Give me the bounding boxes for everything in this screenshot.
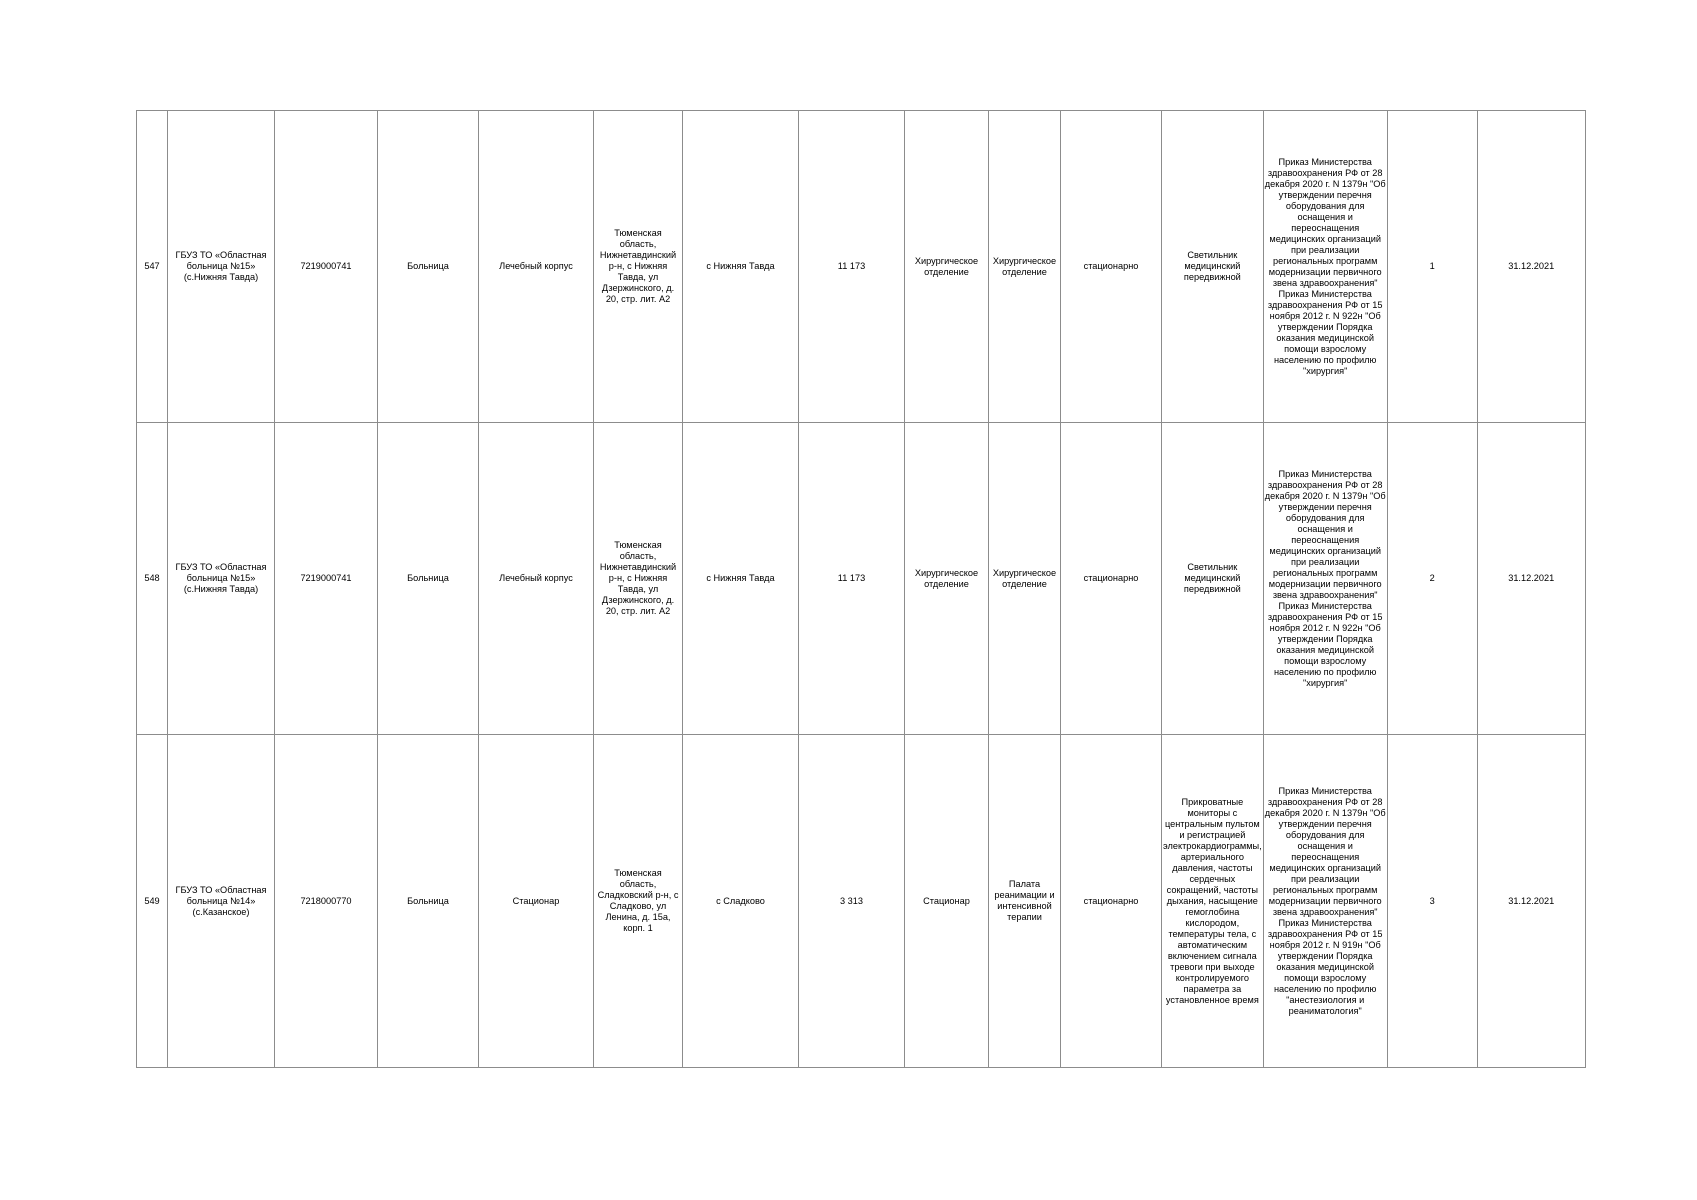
cell-population: 11 173 [799,423,905,735]
cell-number: 549 [137,735,168,1068]
cell-unit: Хирургическое отделение [989,111,1061,423]
cell-quantity: 2 [1387,423,1477,735]
cell-locality: с Сладково [683,735,799,1068]
cell-quantity: 3 [1387,735,1477,1068]
cell-facility-type: Больница [378,423,479,735]
cell-number: 548 [137,423,168,735]
cell-inn: 7219000741 [275,423,378,735]
table-row [137,735,1586,1068]
cell-inn: 7218000770 [275,735,378,1068]
cell-facility-type: Больница [378,735,479,1068]
cell-quantity: 1 [1387,111,1477,423]
cell-department: Стационар [905,735,989,1068]
table-row [137,111,1586,423]
cell-legal-basis: Приказ Министерства здравоохранения РФ от 28 декабря 2020 г. N 1379н "Об утверждении перечня оборудования для оснащения и переоснащения медицинских организаций при реализации региональных программ модернизации первичного звена здравоохранения" Приказ Министерства здравоохранения РФ от 15 ноября 2012 г. N 919н "Об утверждении Порядка оказания медицинской помощи взрослому населению по профилю "анестезиология и реаниматология" [1263,735,1387,1068]
cell-number: 547 [137,111,168,423]
cell-population: 11 173 [799,111,905,423]
cell-locality: с Нижняя Тавда [683,423,799,735]
cell-organization: ГБУЗ ТО «Областная больница №14» (с.Казанское) [168,735,275,1068]
cell-population: 3 313 [799,735,905,1068]
cell-unit: Хирургическое отделение [989,423,1061,735]
cell-legal-basis: Приказ Министерства здравоохранения РФ от 28 декабря 2020 г. N 1379н "Об утверждении перечня оборудования для оснащения и переоснащения медицинских организаций при реализации региональных программ модернизации первичного звена здравоохранения" Приказ Министерства здравоохранения РФ от 15 ноября 2012 г. N 922н "Об утверждении Порядка оказания медицинской помощи взрослому населению по профилю "хирургия" [1263,423,1387,735]
cell-address: Тюменская область, Сладковский р-н, с Сладково, ул Ленина, д. 15а, корп. 1 [594,735,683,1068]
data-table [136,110,1586,1068]
cell-date: 31.12.2021 [1477,735,1585,1068]
cell-address: Тюменская область, Нижнетавдинский р-н, с Нижняя Тавда, ул Дзержинского, д. 20, стр. лит. А2 [594,423,683,735]
cell-legal-basis: Приказ Министерства здравоохранения РФ от 28 декабря 2020 г. N 1379н "Об утверждении перечня оборудования для оснащения и переоснащения медицинских организаций при реализации региональных программ модернизации первичного звена здравоохранения" Приказ Министерства здравоохранения РФ от 15 ноября 2012 г. N 922н "Об утверждении Порядка оказания медицинской помощи взрослому населению по профилю "хирургия" [1263,111,1387,423]
cell-building: Лечебный корпус [479,423,594,735]
cell-building: Стационар [479,735,594,1068]
cell-care-form: стационарно [1061,423,1162,735]
cell-organization: ГБУЗ ТО «Областная больница №15» (с.Нижняя Тавда) [168,111,275,423]
cell-address: Тюменская область, Нижнетавдинский р-н, с Нижняя Тавда, ул Дзержинского, д. 20, стр. лит. А2 [594,111,683,423]
cell-equipment: Светильник медицинский передвижной [1162,111,1264,423]
cell-organization: ГБУЗ ТО «Областная больница №15» (с.Нижняя Тавда) [168,423,275,735]
cell-equipment: Светильник медицинский передвижной [1162,423,1264,735]
cell-facility-type: Больница [378,111,479,423]
cell-locality: с Нижняя Тавда [683,111,799,423]
cell-department: Хирургическое отделение [905,423,989,735]
cell-care-form: стационарно [1061,735,1162,1068]
cell-date: 31.12.2021 [1477,111,1585,423]
cell-unit: Палата реанимации и интенсивной терапии [989,735,1061,1068]
cell-date: 31.12.2021 [1477,423,1585,735]
cell-equipment: Прикроватные мониторы с центральным пультом и регистрацией электрокардиограммы, артериального давления, частоты сердечных сокращений, частоты дыхания, насыщение гемоглобина кислородом, температуры тела, с автоматическим включением сигнала тревоги при выходе контролируемого параметра за установленное время [1162,735,1264,1068]
table-row [137,423,1586,735]
cell-department: Хирургическое отделение [905,111,989,423]
cell-care-form: стационарно [1061,111,1162,423]
cell-building: Лечебный корпус [479,111,594,423]
cell-inn: 7219000741 [275,111,378,423]
